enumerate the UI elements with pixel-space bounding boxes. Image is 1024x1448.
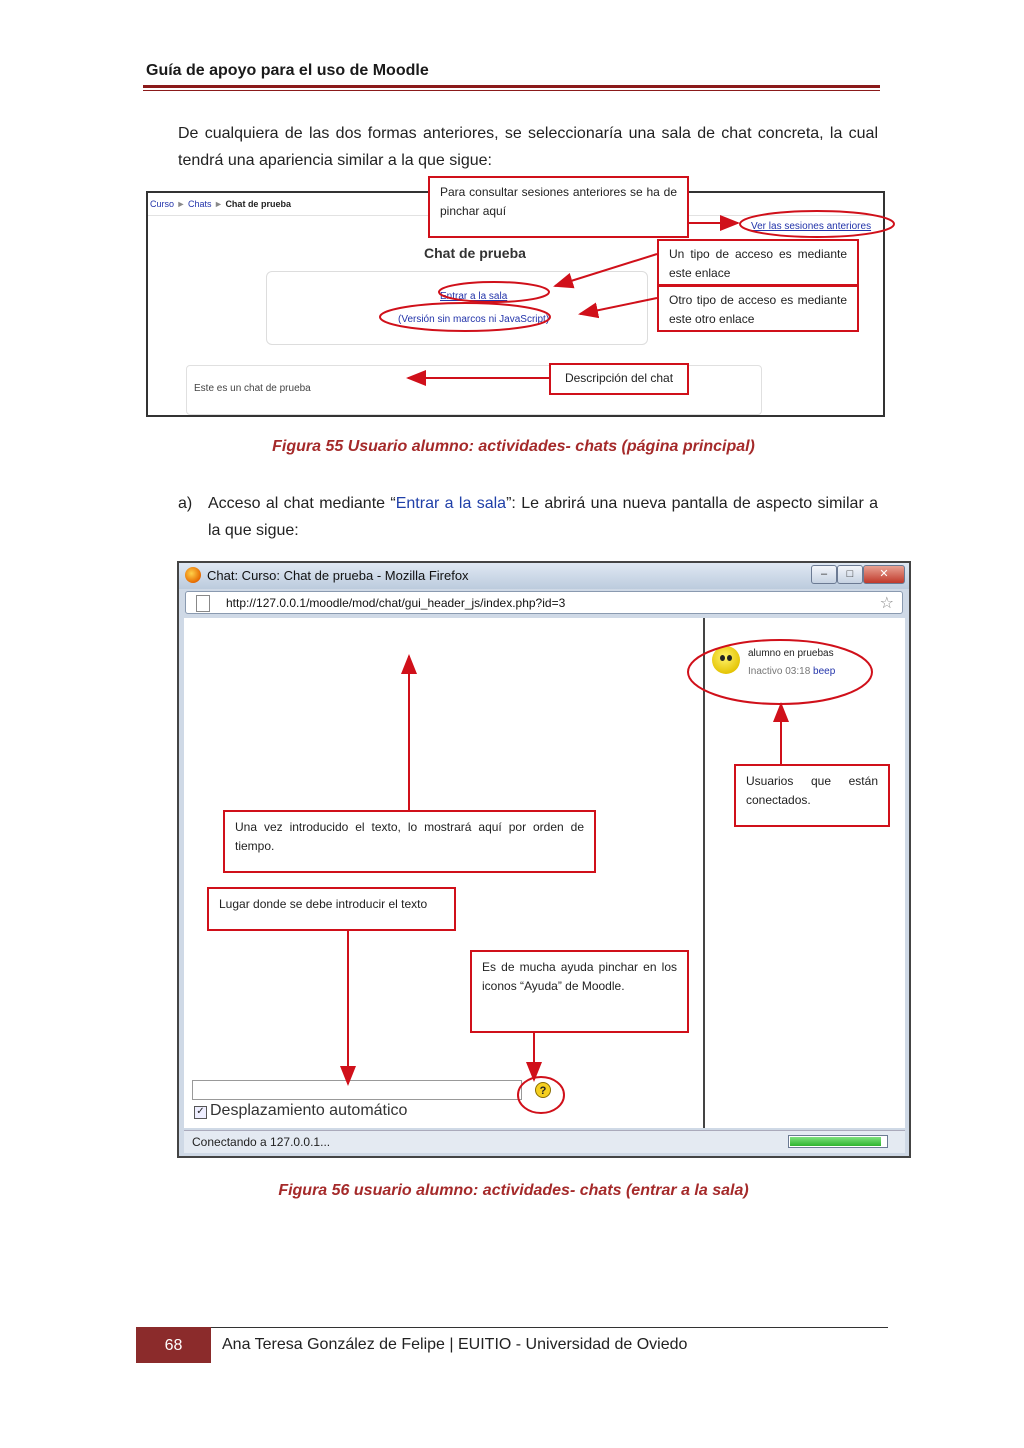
item-a-paragraph <box>208 490 878 544</box>
note-link-access-2: Otro tipo de acceso es mediante este otro enlace <box>657 285 859 332</box>
item-a-text-before: Acceso al chat mediante “ <box>208 495 396 512</box>
breadcrumb-current: Chat de prueba <box>225 199 291 209</box>
breadcrumb-separator: ► <box>176 199 186 209</box>
breadcrumb-chats[interactable]: Chats <box>187 199 212 209</box>
figure-56-annotations <box>0 560 1024 1160</box>
note-messages-area: Una vez introducido el texto, lo mostrará aquí por orden de tiempo. <box>223 810 596 873</box>
user-name: alumno en pruebas <box>748 648 834 659</box>
intro-paragraph: De cualquiera de las dos formas anteriores, se seleccionaría una sala de chat concreta, la cual tendrá una apariencia similar a la que sigue: <box>178 125 878 169</box>
bookmark-star-icon[interactable]: ☆ <box>879 595 894 612</box>
chat-title: Chat de prueba <box>424 245 526 261</box>
figure-56-caption: Figura 56 usuario alumno: actividades- chats (entrar a la sala) <box>278 1182 749 1199</box>
past-sessions-link[interactable]: Ver las sesiones anteriores <box>751 221 872 232</box>
item-a-text-after: ”: Le abrirá una nueva pantalla de aspecto similar a la que sigue: <box>208 495 879 539</box>
footer-rule <box>136 1327 888 1328</box>
list-marker: a) <box>178 495 193 512</box>
footer-text: Ana Teresa González de Felipe | EUITIO - Universidad de Oviedo <box>222 1336 688 1353</box>
beep-link[interactable]: beep <box>813 666 836 677</box>
figure-55-annotations <box>0 0 1024 460</box>
status-text: Conectando a 127.0.0.1... <box>192 1135 331 1149</box>
note-input-area: Lugar donde se debe introducir el texto <box>207 887 456 931</box>
minimize-button[interactable]: – <box>811 565 837 584</box>
figure-55-caption: Figura 55 Usuario alumno: actividades- chats (página principal) <box>272 438 755 455</box>
breadcrumb-separator: ► <box>214 199 223 209</box>
no-js-version-link[interactable]: (Versión sin marcos ni JavaScript) <box>398 314 550 325</box>
user-idle-time: Inactivo 03:18 <box>748 666 811 677</box>
autoscroll-label: Desplazamiento automático <box>210 1102 408 1119</box>
window-title: Chat: Curso: Chat de prueba - Mozilla Firefox <box>207 568 469 583</box>
note-link-access-1: Un tipo de acceso es mediante este enlace <box>657 239 859 286</box>
close-button[interactable]: ✕ <box>863 565 905 584</box>
enter-room-link[interactable]: Entrar a la sala <box>440 291 508 302</box>
url-text[interactable]: http://127.0.0.1/moodle/mod/chat/gui_header_js/index.php?id=3 <box>226 596 566 610</box>
item-a-link[interactable]: Entrar a la sala <box>395 495 507 512</box>
autoscroll-checkbox[interactable]: ✓ <box>194 1106 207 1119</box>
running-header: Guía de apoyo para el uso de Moodle <box>146 62 429 79</box>
breadcrumb-curso[interactable]: Curso <box>150 199 175 209</box>
note-connected-users: Usuarios que están conectados. <box>734 764 890 827</box>
note-description: Descripción del chat <box>549 363 689 395</box>
page-number: 68 <box>136 1327 211 1363</box>
note-help-icons: Es de mucha ayuda pinchar en los iconos “Ayuda” de Moodle. <box>470 950 689 1033</box>
note-past-sessions: Para consultar sesiones anteriores se ha de pinchar aquí <box>428 176 689 238</box>
maximize-button[interactable]: □ <box>837 565 863 584</box>
chat-description: Este es un chat de prueba <box>194 383 311 394</box>
help-icon[interactable]: ? <box>535 1082 551 1098</box>
